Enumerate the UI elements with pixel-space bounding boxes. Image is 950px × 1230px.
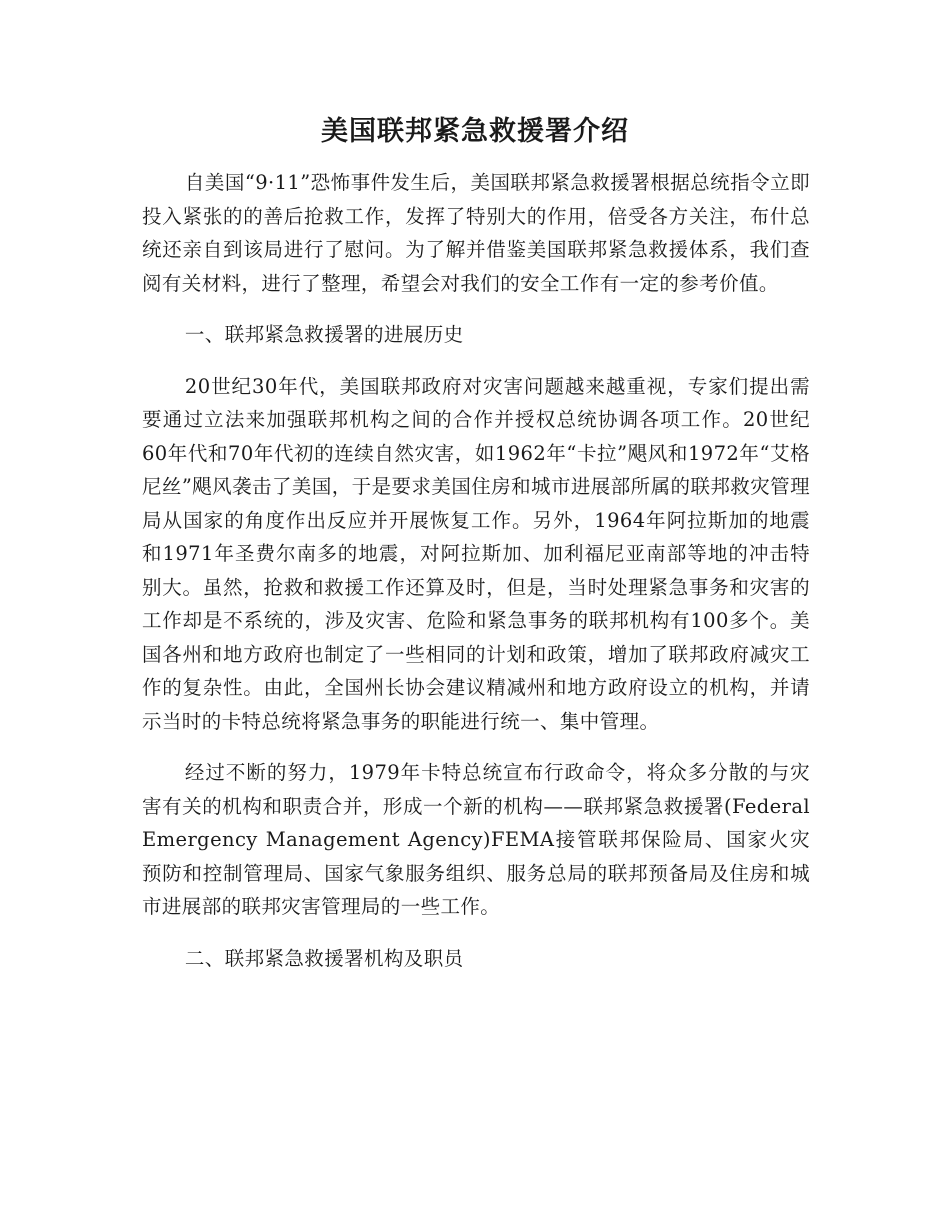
section-heading-history: 一、联邦紧急救援署的进展历史 [184,323,464,346]
paragraph-spacer [142,300,810,318]
establishment-paragraph: 经过不断的努力，1979年卡特总统宣布行政命令，将众多分散的与灾害有关的机构和职责合并，形成一个新的机构——联邦紧急救援署(Federal Emergency Management Agency)FEMA接管联邦保险局、国家火灾预防和控制管理局、国家气象服务组织、服务总局的联邦预备局及住房和城市进展部的联邦灾害管理局的一些工作。 [142,761,810,918]
paragraph-spacer [142,352,810,370]
document-body [142,166,810,975]
intro-paragraph: 自美国“9·11”恐怖事件发生后，美国联邦紧急救援署根据总统指令立即投入紧张的的善后抢救工作，发挥了特别大的作用，倍受各方关注，布什总统还亲自到该局进行了慰问。为了解并借鉴美国联邦紧急救援体系，我们查阅有关材料，进行了整理，希望会对我们的安全工作有一定的参考价值。 [142,171,810,295]
document-title: 美国联邦紧急救援署介绍 [321,116,629,147]
paragraph-spacer [142,738,810,756]
paragraph-spacer [142,924,810,942]
section-heading-organization: 二、联邦紧急救援署机构及职员 [184,946,464,970]
history-paragraph: 20世纪30年代，美国联邦政府对灾害问题越来越重视，专家们提出需要通过立法来加强联邦机构之间的合作并授权总统协调各项工作。20世纪60年代和70年代初的连续自然灾害，如1962年“卡拉”飓风和1972年“艾格尼丝”飓风袭击了美国，于是要求美国住房和城市进展部所属的联邦救灾管理局从国家的角度作出反应并开展恢复工作。另外，1964年阿拉斯加的地震和1971年圣费尔南多的地震，对阿拉斯加、加利福尼亚南部等地的冲击特别大。虽然，抢救和救援工作还算及时，但是，当时处理紧急事务和灾害的工作却是不系统的，涉及灾害、危险和紧急事务的联邦机构有100多个。美国各州和地方政府也制定了一些相同的计划和政策，增加了联邦政府减灾工作的复杂性。由此，全国州长协会建议精减州和地方政府设立的机构，并请示当时的卡特总统将紧急事务的职能进行统一、集中管理。 [142,374,810,733]
